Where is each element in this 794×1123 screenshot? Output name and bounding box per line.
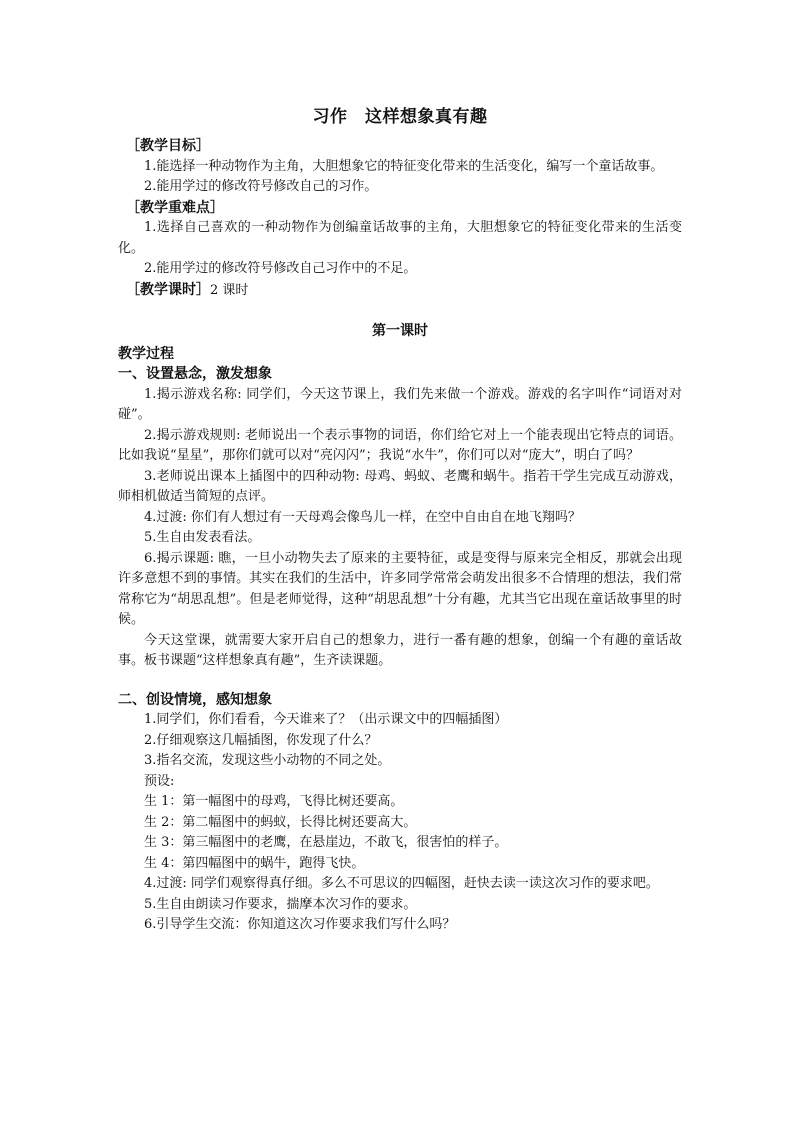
process-heading: 教学过程 bbox=[118, 345, 174, 362]
section1-item-3: 3.老师说出课本上插图中的四种动物: 母鸡、蚂蚁、老鹰和蜗牛。指若干学生完成互动游戏，师相机做适当简短的点评。 bbox=[118, 468, 682, 504]
periods-line bbox=[118, 280, 682, 302]
objectives-heading: ［教学目标］ bbox=[126, 138, 210, 154]
document-body bbox=[118, 104, 682, 936]
section1-item-1: 1.揭示游戏名称: 同学们，今天这节课上，我们先来做一个游戏。游戏的名字叫作“词语对对碰”。 bbox=[118, 386, 682, 422]
page-title: 习作 这样想象真有趣 bbox=[312, 107, 488, 127]
section2-item-1: 1.同学们，你们看看，今天谁来了？（出示课文中的四幅插图） bbox=[144, 712, 508, 727]
section1-heading: 一、设置悬念，激发想象 bbox=[118, 366, 272, 382]
section1-item-5: 5.生自由发表看法。 bbox=[144, 530, 261, 545]
section2-item-4: 4.过渡: 同学们观察得真仔细。多么不可思议的四幅图，赶快去读一读这次习作的要求吧。 bbox=[144, 876, 659, 891]
keypoint-item-1: 1.选择自己喜欢的一种动物作为创编童话故事的主角，大胆想象它的特征变化带来的生活变化。 bbox=[118, 220, 682, 256]
section2-heading: 二、创设情境，感知想象 bbox=[118, 691, 272, 708]
periods-value: 2 课时 bbox=[210, 282, 249, 298]
periods-heading: ［教学课时］ bbox=[126, 281, 210, 298]
section1-item-2: 2.揭示游戏规则: 老师说出一个表示事物的词语，你们给它对上一个能表现出它特点的词语。比如我说“星星”，那你们就可以对“亮闪闪”；我说“水牛”，你们可以对“庞大”，明白了吗？ bbox=[118, 427, 682, 463]
section2-item-5: 5.生自由朗读习作要求，揣摩本次习作的要求。 bbox=[144, 896, 417, 912]
keypoint-item-2: 2.能用学过的修改符号修改自己习作中的不足。 bbox=[144, 261, 417, 276]
section2-preset-label: 预设: bbox=[144, 773, 175, 789]
section2-student-1: 生 1：第一幅图中的母鸡，飞得比树还要高。 bbox=[144, 794, 404, 809]
spacer bbox=[118, 672, 682, 690]
lesson-title: 第一课时 bbox=[372, 323, 428, 339]
section2-student-3: 生 3：第三幅图中的老鹰，在悬崖边，不敢飞，很害怕的样子。 bbox=[144, 835, 508, 850]
section2-item-2: 2.仔细观察这几幅插图，你发现了什么？ bbox=[144, 732, 378, 748]
section2-item-3: 3.指名交流，发现这些小动物的不同之处。 bbox=[144, 753, 391, 768]
section1-item-7: 今天这堂课，就需要大家开启自己的想象力，进行一番有趣的想象，创编一个有趣的童话故事。板书课题“这样想象真有趣”，生齐读课题。 bbox=[118, 632, 682, 668]
section1-item-4: 4.过渡: 你们有人想过有一天母鸡会像鸟儿一样，在空中自由自在地飞翔吗？ bbox=[144, 509, 581, 525]
keypoints-heading: ［教学重难点］ bbox=[126, 199, 224, 216]
section2-student-4: 生 4：第四幅图中的蜗牛，跑得飞快。 bbox=[144, 855, 365, 871]
section2-student-2: 生 2：第二幅图中的蚂蚁，长得比树还要高大。 bbox=[144, 814, 417, 830]
section1-item-6: 6.揭示课题: 瞧，一旦小动物失去了原来的主要特征，或是变得与原来完全相反，那就会出现许多意想不到的事情。其实在我们的生活中，许多同学常常会萌发出很多不合情理的想法，我们常常称它为“胡思乱想”。但是老师觉得，这种“胡思乱想”十分有趣，尤其当它出现在童话故事里的时候。 bbox=[118, 550, 682, 627]
objective-item-1: 1.能选择一种动物作为主角，大胆想象它的特征变化带来的生活变化，编写一个童话故事。 bbox=[144, 158, 664, 174]
objective-item-2: 2.能用学过的修改符号修改自己的习作。 bbox=[144, 179, 378, 194]
section2-item-6: 6.引导学生交流：你知道这次习作要求我们写什么吗？ bbox=[144, 917, 456, 932]
